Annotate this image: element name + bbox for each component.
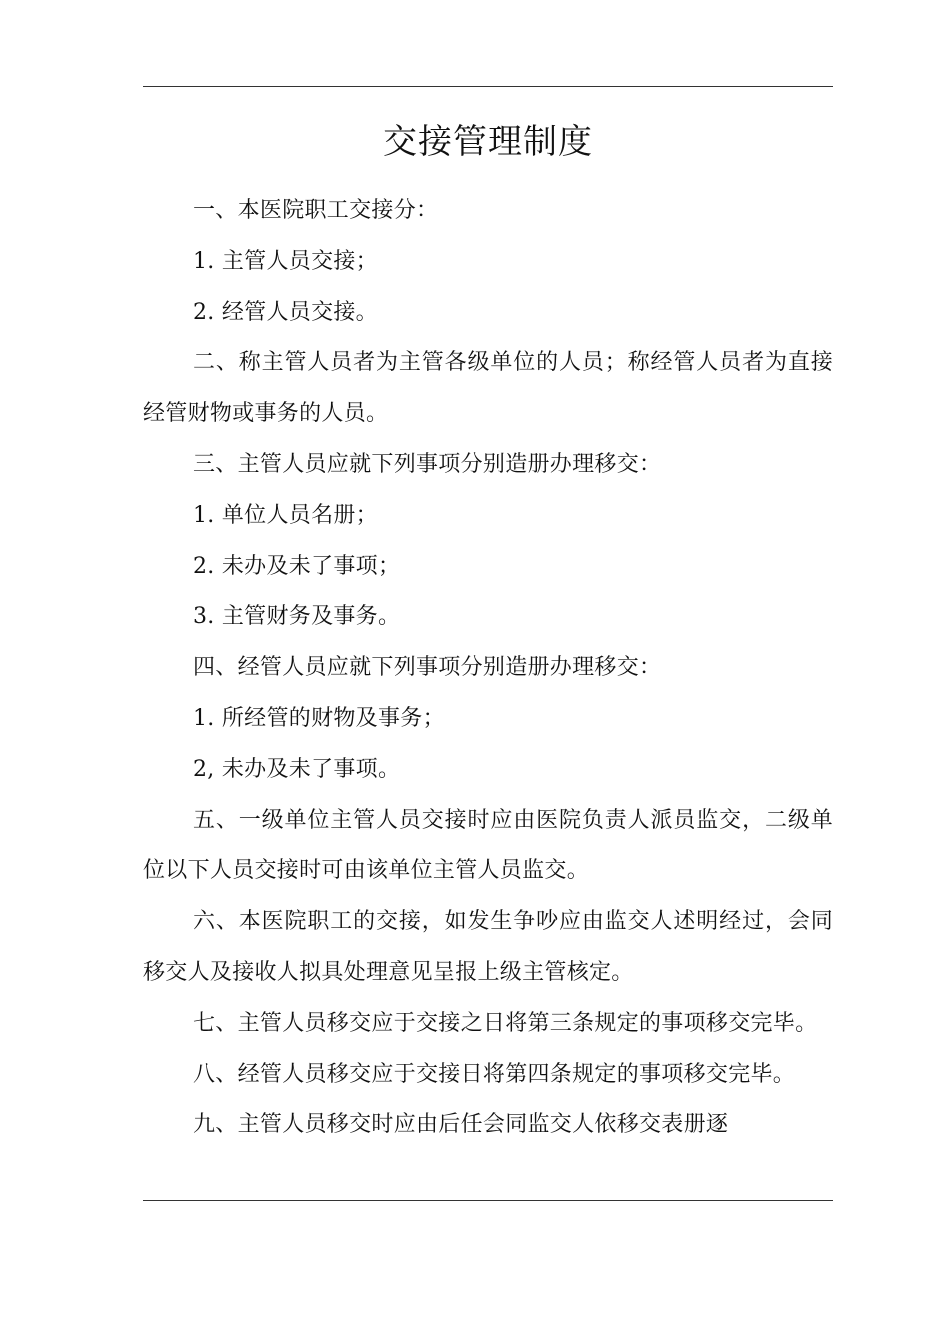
paragraph-13: 六、本医院职工的交接，如发生争吵应由监交人述明经过，会同移交人及接收人拟具处理意见呈报上级主管核定。 <box>143 909 833 985</box>
paragraph-11: 2, 未办及未了事项。 <box>193 756 401 782</box>
paragraph-6: 1. 单位人员名册； <box>193 502 378 528</box>
footer-rule <box>143 1200 833 1201</box>
paragraph-7: 2. 未办及未了事项； <box>193 553 401 579</box>
paragraph-15: 八、经管人员移交应于交接日将第四条规定的事项移交完毕。 <box>193 1061 796 1087</box>
document-body <box>143 186 833 1151</box>
paragraph-12: 五、一级单位主管人员交接时应由医院负责人派员监交，二级单位以下人员交接时可由该单位主管人员监交。 <box>143 807 833 884</box>
paragraph-14: 七、主管人员移交应于交接之日将第三条规定的事项移交完毕。 <box>193 1010 818 1036</box>
paragraph-5: 三、主管人员应就下列事项分别造册办理移交： <box>193 451 662 477</box>
paragraph-1: 一、本医院职工交接分： <box>193 198 439 223</box>
paragraph-16: 九、主管人员移交时应由后任会同监交人依移交表册逐 <box>193 1112 729 1138</box>
paragraph-2: 1. 主管人员交接； <box>193 248 378 274</box>
paragraph-8: 3. 主管财务及事务。 <box>193 604 401 630</box>
paragraph-10: 1. 所经管的财物及事务； <box>193 705 445 731</box>
paragraph-3: 2. 经管人员交接。 <box>193 299 378 325</box>
paragraph-4: 二、称主管人员者为主管各级单位的人员；称经管人员者为直接经管财物或事务的人员。 <box>143 350 833 427</box>
header-rule <box>143 86 833 87</box>
document-title: 交接管理制度 <box>383 122 593 162</box>
paragraph-9: 四、经管人员应就下列事项分别造册办理移交： <box>193 655 662 681</box>
